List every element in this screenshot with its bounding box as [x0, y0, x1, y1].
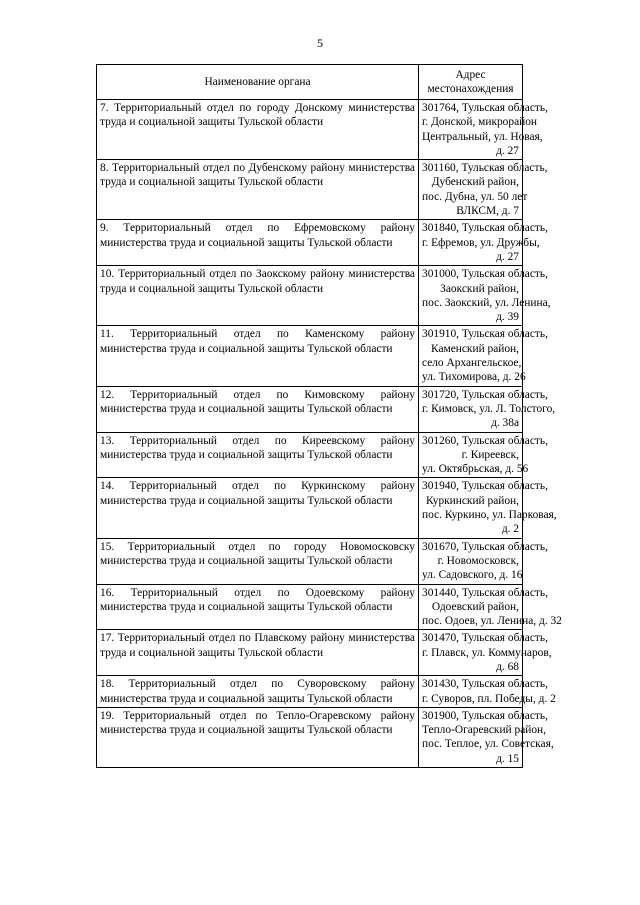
table-row	[97, 326, 523, 386]
table-row	[97, 160, 523, 220]
address-line: 301840, Тульская область,	[422, 222, 548, 235]
address-cell	[419, 478, 557, 538]
address-line: Заокский район,	[440, 282, 519, 295]
address-line: пос. Теплое, ул. Советская,	[422, 738, 554, 751]
organ-name-cell: 15. Территориальный отдел по городу Новомосковску министерства труда и социальной защиты Тульской области	[97, 538, 419, 584]
table-row	[97, 432, 523, 478]
address-line: ул. Октябрьская, д. 56	[422, 463, 529, 476]
address-line: пос. Дубна, ул. 50 лет	[422, 190, 528, 203]
header-address: Адрес местонахождения	[419, 65, 523, 100]
address-line: г. Плавск, ул. Коммунаров,	[422, 646, 552, 659]
address-line: ул. Тихомирова, д. 26	[422, 371, 526, 384]
address-line: 301470, Тульская область,	[422, 632, 548, 645]
address-line: 301940, Тульская область,	[422, 480, 548, 493]
table-row	[97, 220, 523, 266]
address-line: д. 27	[496, 250, 519, 263]
table-row	[97, 100, 523, 160]
address-cell	[419, 326, 548, 386]
table-row	[97, 676, 523, 708]
address-line: Каменский район,	[431, 342, 519, 355]
address-cell	[419, 584, 562, 630]
address-line: 301260, Тульская область,	[422, 434, 548, 447]
address-line: пос. Заокский, ул. Ленина,	[422, 296, 551, 309]
organ-name-cell: 10. Территориальный отдел по Заокскому району министерства труда и социальной защиты Тульской области	[97, 266, 419, 326]
address-line: пос. Куркино, ул. Парковая,	[422, 509, 557, 522]
organ-name-cell: 8. Территориальный отдел по Дубенскому району министерства труда и социальной защиты Тульской области	[97, 160, 419, 220]
organ-name-cell: 11. Территориальный отдел по Каменскому району министерства труда и социальной защиты Тульской области	[97, 326, 419, 386]
address-line: 301430, Тульская область,	[422, 678, 548, 691]
address-line: 301000, Тульская область,	[422, 268, 548, 281]
address-line: г. Новомосковск,	[437, 554, 519, 567]
address-line: г. Суворов, пл. Победы, д. 2	[422, 692, 556, 705]
address-cell	[419, 432, 548, 478]
address-line: д. 39	[496, 311, 519, 324]
address-line: 301910, Тульская область,	[422, 328, 548, 341]
address-line: д. 38а	[491, 417, 519, 430]
address-line: Куркинский район,	[426, 494, 519, 507]
table-header-row	[97, 65, 523, 100]
address-line: Одоевский район,	[431, 600, 519, 613]
table-row	[97, 386, 523, 432]
address-cell	[419, 630, 552, 676]
organ-name-cell: 13. Территориальный отдел по Киреевскому району министерства труда и социальной защиты Тульской области	[97, 432, 419, 478]
table-row	[97, 707, 523, 767]
address-line: 301440, Тульская область,	[422, 586, 548, 599]
address-line: 301720, Тульская область,	[422, 388, 548, 401]
address-cell	[419, 266, 551, 326]
organ-name-cell: 12. Территориальный отдел по Кимовскому району министерства труда и социальной защиты Тульской области	[97, 386, 419, 432]
organ-name-cell: 17. Территориальный отдел по Плавскому району министерства труда и социальной защиты Тульской области	[97, 630, 419, 676]
address-cell	[419, 220, 548, 266]
address-line: Центральный, ул. Новая,	[422, 130, 543, 143]
address-line: Тепло-Огаревский район,	[422, 724, 546, 737]
organ-name-cell: 16. Территориальный отдел по Одоевскому району министерства труда и социальной защиты Тульской области	[97, 584, 419, 630]
address-line: д. 68	[496, 660, 519, 673]
address-line: ВЛКСМ, д. 7	[456, 205, 519, 218]
address-line: д. 2	[501, 523, 519, 536]
address-line: пос. Одоев, ул. Ленина, д. 32	[422, 615, 562, 628]
organ-name-cell: 18. Территориальный отдел по Суворовскому району министерства труда и социальной защиты Тульской области	[97, 676, 419, 708]
address-cell	[419, 160, 548, 220]
table-row	[97, 266, 523, 326]
address-line: 301764, Тульская область,	[422, 102, 548, 114]
address-line: 301160, Тульская область,	[422, 162, 548, 175]
address-line: г. Киреевск,	[461, 448, 519, 461]
table-row	[97, 584, 523, 630]
address-line: село Архангельское,	[422, 357, 522, 370]
organ-name-cell: 9. Территориальный отдел по Ефремовскому району министерства труда и социальной защиты Тульской области	[97, 220, 419, 266]
organ-name-cell: 7. Территориальный отдел по городу Донскому министерства труда и социальной защиты Тульской области	[97, 100, 419, 160]
address-cell	[419, 707, 554, 767]
address-line: Дубенский район,	[431, 176, 519, 189]
address-line: г. Донской, микрорайон	[422, 116, 538, 129]
address-cell	[419, 676, 556, 708]
header-name: Наименование органа	[97, 65, 419, 100]
organ-name-cell: 19. Территориальный отдел по Тепло-Огаревскому району министерства труда и социальной защиты Тульской области	[97, 707, 419, 767]
page-number: 5	[317, 36, 323, 50]
address-line: 301900, Тульская область,	[422, 709, 548, 722]
address-line: г. Кимовск, ул. Л. Толстого,	[422, 402, 556, 415]
address-cell	[419, 100, 548, 160]
address-cell	[419, 386, 556, 432]
address-line: ул. Садовского, д. 16	[422, 569, 523, 582]
address-line: 301670, Тульская область,	[422, 540, 548, 553]
table-row	[97, 630, 523, 676]
address-cell	[419, 538, 548, 584]
organ-name-cell: 14. Территориальный отдел по Куркинскому району министерства труда и социальной защиты Тульской области	[97, 478, 419, 538]
table-row	[97, 478, 523, 538]
offices-table	[96, 64, 562, 768]
address-line: г. Ефремов, ул. Дружбы,	[422, 236, 540, 249]
address-line: д. 15	[496, 752, 519, 765]
address-line: д. 27	[496, 144, 519, 157]
table-row	[97, 538, 523, 584]
